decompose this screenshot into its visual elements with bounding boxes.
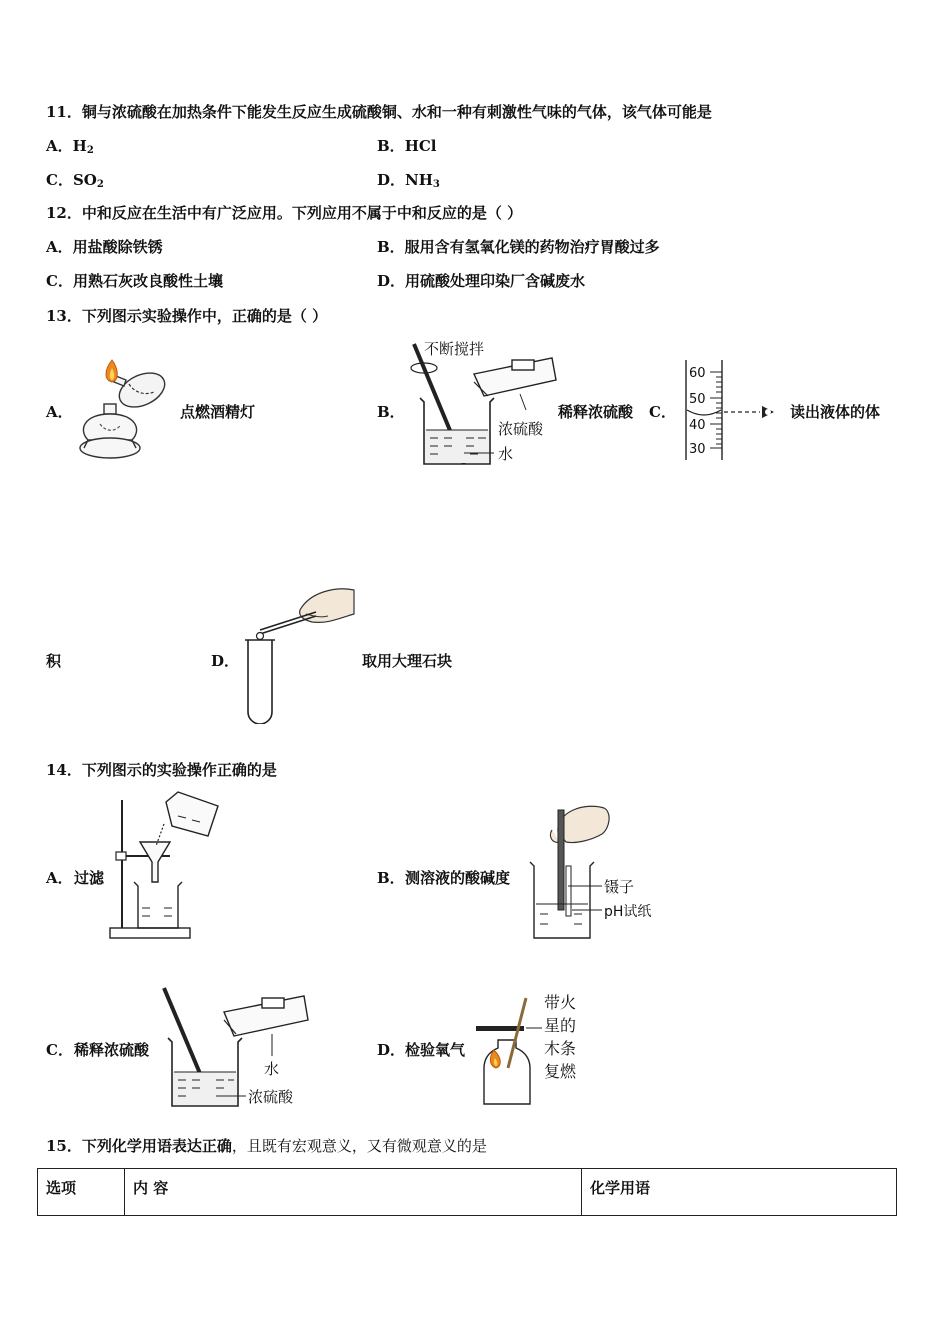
option-label: B． [377,137,405,155]
q13-stem: 13．下列图示实验操作中，正确的是（ ） [46,307,328,325]
q13-option-c-text: 读出液体的体 [790,403,881,421]
q12-option-a[interactable]: A．用盐酸除铁锈 [46,238,163,256]
q11-option-b[interactable] [377,136,437,156]
q14-option-b-text: 测溶液的酸碱度 [405,869,511,887]
q13-option-c-text-cont: 积 [46,652,62,670]
q14-option-d-label[interactable]: D． [377,1041,406,1059]
splint-label-1: 带火 [544,993,577,1012]
tick-50: 50 [689,392,706,407]
test-tube-marble-figure [240,584,358,724]
alcohol-lamp-figure [74,352,174,464]
q14-option-a-text: 过滤 [74,869,105,887]
subscript: 2 [86,145,94,156]
option-label: C． [46,171,73,189]
header-chem-term: 化学用语 [582,1169,897,1216]
header-content: 内 容 [125,1169,582,1216]
q14-option-c-text: 稀释浓硫酸 [74,1041,150,1059]
ph-test-figure [528,800,668,942]
water-label: 水 [498,445,514,463]
tick-30: 30 [689,442,706,457]
subscript: 2 [96,179,104,190]
q11-option-c[interactable] [46,170,104,195]
q15-stem-rest: ，且既有宏观意义，又有微观意义的是 [231,1137,487,1155]
q14-stem: 14．下列图示的实验操作正确的是 [46,761,277,779]
dilute-acid-figure-2 [160,984,312,1110]
ph-paper-label: pH试纸 [604,904,652,920]
q11-stem: 11．铜与浓硫酸在加热条件下能发生反应生成硫酸铜、水和一种有刺激性气味的气体，该气体可能是 [46,103,712,121]
tick-60: 60 [689,366,706,381]
q12-option-d[interactable]: D．用硫酸处理印染厂含碱废水 [377,272,586,290]
dilute-acid-figure-1 [404,338,558,470]
tick-40: 40 [689,418,706,433]
q15-stem-bold: 15．下列化学用语表达正确 [46,1137,232,1155]
q11-option-d[interactable] [377,170,440,195]
oxygen-test-figure [472,988,592,1110]
splint-label-4: 复燃 [544,1062,577,1081]
option-text: H [72,137,87,155]
graduated-cylinder-figure [680,358,785,462]
q13-option-b-text: 稀释浓硫酸 [558,403,634,421]
q12-stem: 12．中和反应在生活中有广泛应用。下列应用不属于中和反应的是（ ） [46,204,523,222]
q13-option-d-label[interactable]: D． [211,652,240,670]
q11-option-a[interactable] [46,136,94,161]
q13-option-a-text: 点燃酒精灯 [180,403,256,421]
acid-label: 浓硫酸 [498,420,544,438]
splint-label-3: 木条 [544,1039,577,1058]
q15-stem [46,1136,487,1156]
q15-table [37,1168,897,1216]
q12-option-c[interactable]: C．用熟石灰改良酸性土壤 [46,272,223,290]
q13-option-b-label[interactable]: B． [377,403,405,421]
table-header-row [38,1169,897,1216]
q13-option-d-text: 取用大理石块 [362,652,453,670]
subscript: 3 [432,179,440,190]
q14-option-c-label[interactable]: C． [46,1041,73,1059]
acid-label: 浓硫酸 [248,1088,294,1106]
option-label: A． [46,137,73,155]
water-label: 水 [264,1060,280,1078]
option-label: D． [377,171,406,189]
tweezers-label: 镊子 [604,878,635,896]
option-text: SO [72,171,97,189]
q14-option-d-text: 检验氧气 [405,1041,466,1059]
splint-label-2: 星的 [544,1016,577,1035]
q13-option-a-label[interactable]: A． [46,403,73,421]
q12-option-b[interactable]: B．服用含有氢氧化镁的药物治疗胃酸过多 [377,238,660,256]
filtration-figure [108,790,224,942]
q13-option-c-label[interactable]: C． [649,403,676,421]
stir-label: 不断搅拌 [424,340,485,358]
header-option: 选项 [38,1169,125,1216]
option-text: NH [405,171,433,189]
q14-option-b-label[interactable]: B． [377,869,405,887]
option-text: HCl [404,137,437,155]
q14-option-a-label[interactable]: A． [46,869,73,887]
